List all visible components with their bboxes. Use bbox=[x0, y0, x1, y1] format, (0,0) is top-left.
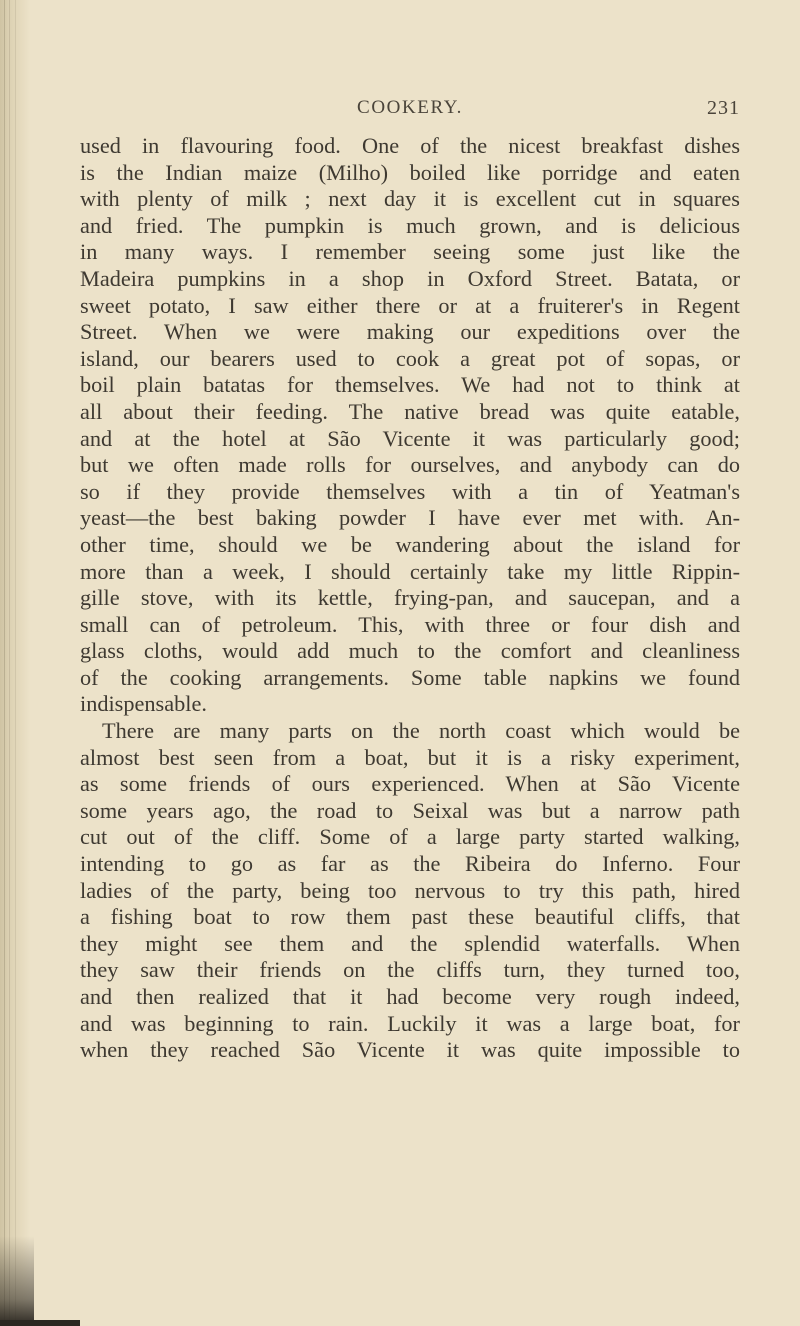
text-line: glass cloths, would add much to the comfort and cleanliness bbox=[80, 638, 740, 664]
text-line: all about their feeding. The native bread was quite eatable, bbox=[80, 398, 740, 424]
text-line: cut out of the cliff. Some of a large party started walking, bbox=[80, 824, 740, 850]
text-line: used in flavouring food. One of the nicest breakfast dishes bbox=[80, 133, 740, 158]
text-line: more than a week, I should certainly take my little Rippin- bbox=[80, 558, 740, 584]
text-line: they might see them and the splendid waterfalls. When bbox=[80, 930, 740, 956]
text-line: in many ways. I remember seeing some just like the bbox=[80, 239, 740, 265]
text-line: of the cooking arrangements. Some table napkins we found bbox=[80, 664, 740, 690]
text-line: indispensable. bbox=[80, 691, 207, 717]
text-line: Madeira pumpkins in a shop in Oxford Street. Batata, or bbox=[80, 265, 740, 291]
text-line: and fried. The pumpkin is much grown, and is delicious bbox=[80, 212, 740, 238]
text-line: so if they provide themselves with a tin of Yeatman's bbox=[80, 478, 740, 504]
text-line: ladies of the party, being too nervous to try this path, hired bbox=[80, 877, 740, 903]
text-line: yeast—the best baking powder I have ever met with. An- bbox=[80, 505, 740, 531]
text-line: when they reached São Vicente it was quite impossible to bbox=[80, 1037, 740, 1063]
page-header bbox=[80, 97, 740, 127]
text-line: and then realized that it had become very rough indeed, bbox=[80, 984, 740, 1009]
text-line: island, our bearers used to cook a great pot of sopas, or bbox=[80, 345, 740, 371]
text-line: as some friends of ours experienced. When at São Vicente bbox=[80, 771, 740, 797]
text-line: and at the hotel at São Vicente it was particularly good; bbox=[80, 425, 740, 451]
page-number: 231 bbox=[707, 97, 740, 119]
text-line: small can of petroleum. This, with three or four dish and bbox=[80, 611, 740, 637]
text-line: sweet potato, I saw either there or at a fruiterer's in Regent bbox=[80, 292, 740, 318]
running-head: COOKERY. bbox=[357, 97, 463, 118]
text-line: almost best seen from a boat, but it is a risky experiment, bbox=[80, 744, 740, 770]
text-line: other time, should we be wandering about the island for bbox=[80, 531, 740, 557]
gutter-line bbox=[9, 0, 10, 1326]
text-line: but we often made rolls for ourselves, and anybody can do bbox=[80, 452, 740, 478]
text-line: gille stove, with its kettle, frying-pan, and saucepan, and a bbox=[80, 585, 740, 611]
text-line: with plenty of milk ; next day it is excellent cut in squares bbox=[80, 186, 740, 212]
gutter-line bbox=[4, 0, 5, 1326]
gutter-line bbox=[15, 0, 16, 1326]
text-line: boil plain batatas for themselves. We had not to think at bbox=[80, 372, 740, 398]
text-line: and was beginning to rain. Luckily it was a large boat, for bbox=[80, 1010, 740, 1036]
text-line: a fishing boat to row them past these beautiful cliffs, that bbox=[80, 904, 740, 930]
text-line: intending to go as far as the Ribeira do Inferno. Four bbox=[80, 851, 740, 877]
binding-edge bbox=[0, 1320, 80, 1326]
text-line: they saw their friends on the cliffs turn, they turned too, bbox=[80, 957, 740, 983]
text-line: some years ago, the road to Seixal was but a narrow path bbox=[80, 797, 740, 823]
book-gutter bbox=[0, 0, 30, 1326]
binding-shadow bbox=[0, 1236, 34, 1326]
body-text bbox=[80, 133, 740, 1064]
text-line: Street. When we were making our expeditions over the bbox=[80, 319, 740, 345]
text-line: is the Indian maize (Milho) boiled like porridge and eaten bbox=[80, 159, 740, 185]
text-line: There are many parts on the north coast which would be bbox=[102, 718, 740, 744]
